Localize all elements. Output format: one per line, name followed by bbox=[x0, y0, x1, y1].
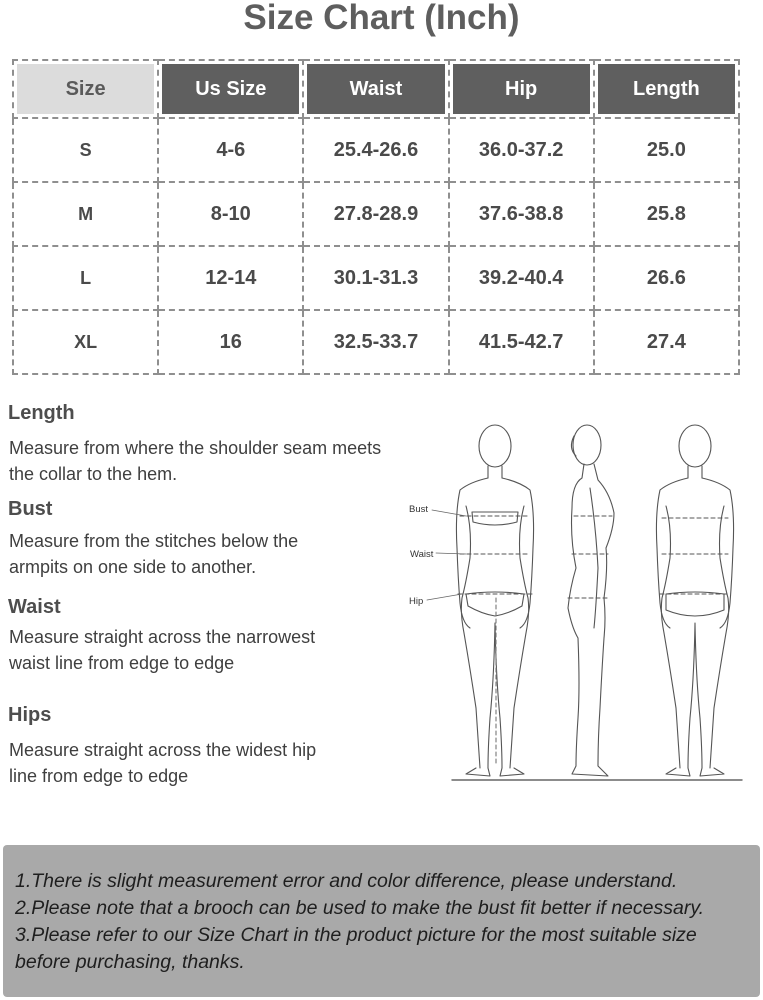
waist-line: waist line from edge to edge bbox=[9, 653, 235, 673]
header-cell-hip bbox=[449, 60, 594, 118]
table-row bbox=[13, 246, 739, 310]
cell-size: XL bbox=[13, 310, 158, 374]
cell-us-size: 16 bbox=[158, 310, 303, 374]
table-row bbox=[13, 118, 739, 182]
cell-size: S bbox=[13, 118, 158, 182]
length-line: Measure from where the shoulder seam meets bbox=[9, 438, 382, 458]
waist-line: Measure straight across the narrowest bbox=[9, 627, 316, 647]
header-cell-us-size bbox=[158, 60, 303, 118]
hips-line: Measure straight across the widest hip bbox=[9, 740, 317, 760]
header-us-size: Us Size bbox=[162, 64, 299, 114]
bust-line: armpits on one side to another. bbox=[9, 557, 257, 577]
note-line: before purchasing, thanks. bbox=[15, 951, 245, 973]
cell-length: 26.6 bbox=[594, 246, 739, 310]
hips-heading: Hips bbox=[8, 704, 52, 726]
cell-us-size: 8-10 bbox=[158, 182, 303, 246]
hips-description bbox=[9, 737, 316, 789]
waist-description bbox=[9, 624, 315, 676]
page-title: Size Chart (Inch) bbox=[243, 0, 520, 37]
bust-line: Measure from the stitches below the bbox=[9, 531, 299, 551]
length-line: the collar to the hem. bbox=[9, 464, 178, 484]
header-cell-waist bbox=[303, 60, 448, 118]
cell-size: M bbox=[13, 182, 158, 246]
notes-panel bbox=[3, 845, 760, 997]
note-line: 2.Please note that a brooch can be used to make the bust fit better if necessary. bbox=[15, 897, 705, 919]
table-row bbox=[13, 182, 739, 246]
cell-hip: 36.0-37.2 bbox=[449, 118, 594, 182]
bust-label: Bust bbox=[409, 504, 429, 515]
hips-line: line from edge to edge bbox=[9, 766, 189, 786]
front-figure bbox=[427, 425, 534, 776]
cell-hip: 37.6-38.8 bbox=[449, 182, 594, 246]
note-line: 3.Please refer to our Size Chart in the product picture for the most suitable size bbox=[15, 924, 697, 946]
cell-us-size: 12-14 bbox=[158, 246, 303, 310]
cell-us-size: 4-6 bbox=[158, 118, 303, 182]
waist-heading: Waist bbox=[8, 596, 61, 618]
cell-waist: 27.8-28.9 bbox=[303, 182, 448, 246]
table-header-row bbox=[13, 60, 739, 118]
cell-waist: 30.1-31.3 bbox=[303, 246, 448, 310]
header-cell-length bbox=[594, 60, 739, 118]
length-description bbox=[9, 435, 381, 487]
cell-hip: 39.2-40.4 bbox=[449, 246, 594, 310]
cell-size: L bbox=[13, 246, 158, 310]
bust-description bbox=[9, 528, 298, 580]
waist-label: Waist bbox=[410, 549, 434, 560]
header-cell-size bbox=[13, 60, 158, 118]
note-line: 1.There is slight measurement error and color difference, please understand. bbox=[15, 870, 678, 892]
cell-length: 27.4 bbox=[594, 310, 739, 374]
cell-hip: 41.5-42.7 bbox=[449, 310, 594, 374]
header-waist: Waist bbox=[307, 64, 444, 114]
side-figure bbox=[568, 425, 614, 776]
cell-waist: 25.4-26.6 bbox=[303, 118, 448, 182]
cell-waist: 32.5-33.7 bbox=[303, 310, 448, 374]
header-size: Size bbox=[17, 64, 154, 114]
cell-length: 25.0 bbox=[594, 118, 739, 182]
length-heading: Length bbox=[8, 402, 75, 424]
header-hip: Hip bbox=[453, 64, 590, 114]
back-figure bbox=[656, 425, 733, 776]
header-length: Length bbox=[598, 64, 735, 114]
hip-label: Hip bbox=[409, 596, 424, 607]
body-measurement-illustration bbox=[400, 418, 745, 786]
size-table bbox=[12, 59, 740, 375]
table-row bbox=[13, 310, 739, 374]
bust-heading: Bust bbox=[8, 498, 53, 520]
cell-length: 25.8 bbox=[594, 182, 739, 246]
